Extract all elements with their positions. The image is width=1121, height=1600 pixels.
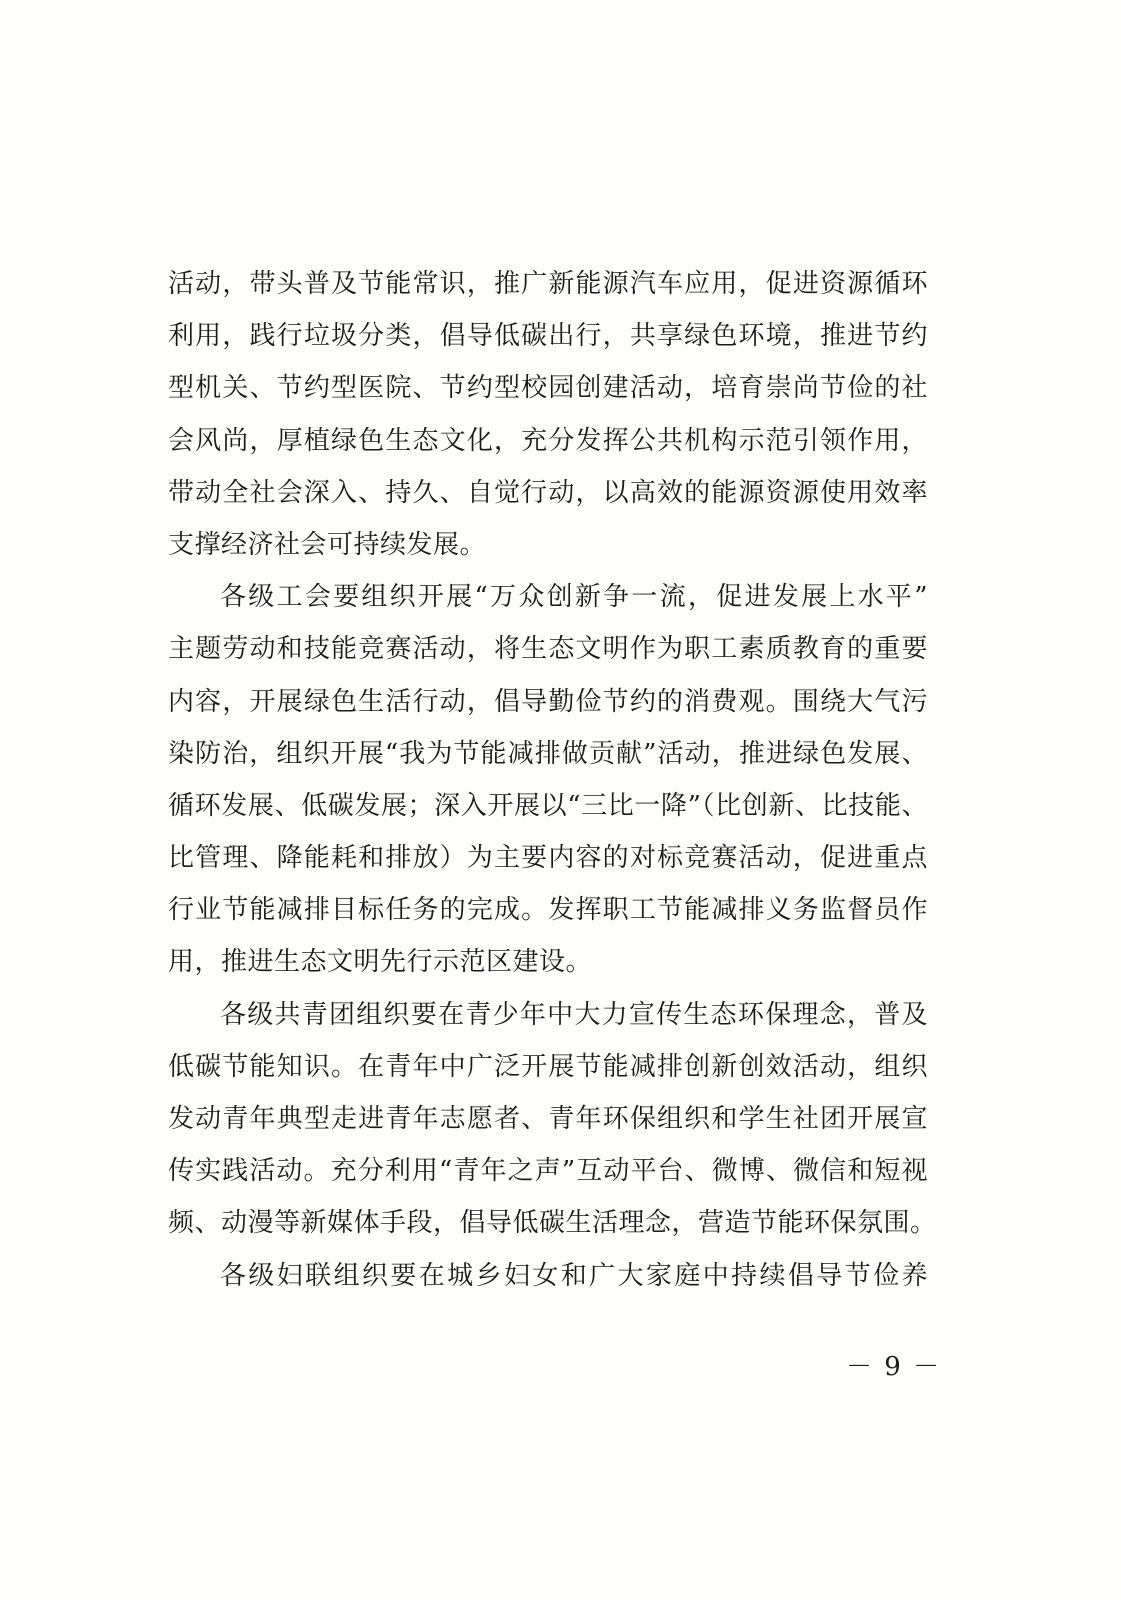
text-line: 频、动漫等新媒体手段，倡导低碳生活理念，营造节能环保氛围。 xyxy=(168,1208,937,1239)
text-line: 循环发展、低碳发展；深入开展以“三比一降”（比创新、比技能、 xyxy=(168,790,928,821)
text-line: 各级妇联组织要在城乡妇女和广大家庭中持续倡导节俭养 xyxy=(220,1260,928,1291)
text-line: 传实践活动。充分利用“青年之声”互动平台、微博、微信和短视 xyxy=(168,1156,928,1187)
text-line: 内容，开展绿色生活行动，倡导勤俭节约的消费观。围绕大气污 xyxy=(168,686,928,717)
paragraph-2 xyxy=(168,571,928,989)
text-line: 低碳节能知识。在青年中广泛开展节能减排创新创效活动，组织 xyxy=(168,1051,928,1082)
paragraph-4 xyxy=(168,1250,928,1302)
text-line: 发动青年典型走进青年志愿者、青年环保组织和学生社团开展宣 xyxy=(168,1104,928,1134)
text-line: 会风尚，厚植绿色生态文化，充分发挥公共机构示范引领作用， xyxy=(168,425,928,456)
text-line: 用，推进生态文明先行示范区建设。 xyxy=(168,947,593,978)
text-line: 行业节能减排目标任务的完成。发挥职工节能减排义务监督员作 xyxy=(168,895,928,926)
text-line: 支撑经济社会可持续发展。 xyxy=(168,529,487,560)
text-line: 型机关、节约型医院、节约型校园创建活动，培育崇尚节俭的社 xyxy=(168,373,928,404)
text-line: 各级共青团组织要在青少年中大力宣传生态环保理念，普及 xyxy=(220,999,928,1030)
text-line: 活动，带头普及节能常识，推广新能源汽车应用，促进资源循环 xyxy=(168,269,928,299)
body-text xyxy=(168,258,937,1302)
paragraph-3 xyxy=(168,989,937,1250)
text-line: 主题劳动和技能竞赛活动，将生态文明作为职工素质教育的重要 xyxy=(168,634,928,665)
page-number: － 9 － xyxy=(846,1352,942,1382)
text-line: 各级工会要组织开展“万众创新争一流，促进发展上水平” xyxy=(220,582,928,613)
text-line: 比管理、降能耗和排放）为主要内容的对标竞赛活动，促进重点 xyxy=(168,843,928,874)
paragraph-1 xyxy=(168,258,928,571)
text-line: 带动全社会深入、持久、自觉行动，以高效的能源资源使用效率 xyxy=(168,477,928,508)
text-line: 染防治，组织开展“我为节能减排做贡献”活动，推进绿色发展、 xyxy=(168,738,928,769)
text-line: 利用，践行垃圾分类，倡导低碳出行，共享绿色环境，推进节约 xyxy=(168,321,928,352)
